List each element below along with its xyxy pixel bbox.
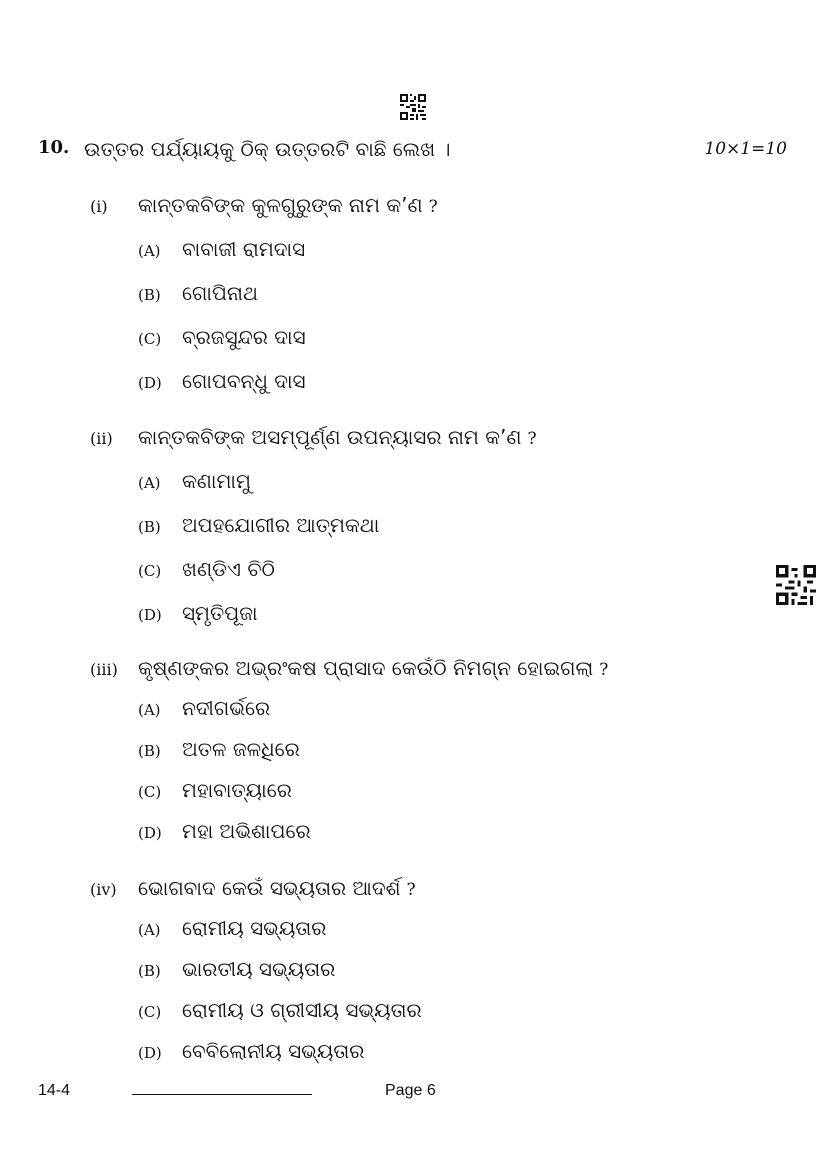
option-d: (D) ମହା ଅଭିଶାପରେ xyxy=(138,819,311,843)
subquestion-label: (i) xyxy=(90,197,108,216)
question-header xyxy=(38,137,787,165)
option-b: (B) ଭାରତୀୟ ସଭ୍ୟତାର xyxy=(138,957,336,981)
option-a: (A) କଣାମାମୁ xyxy=(138,469,251,493)
option-c: (C) ଖଣ୍ଡିଏ ଚିଠି xyxy=(138,557,275,581)
option-d: (D) ସ୍ମୃତିପୂଜା xyxy=(138,601,258,625)
subquestion-iv xyxy=(90,876,770,1069)
page-number: Page 6 xyxy=(385,1082,436,1099)
subquestion-i xyxy=(90,193,770,399)
option-b: (B) ଅତଳ ଜଳଧିରେ xyxy=(138,737,300,761)
subquestion-label: (iv) xyxy=(90,880,117,899)
question-number: 10. xyxy=(38,137,70,158)
subquestion-stem: ଭୋଗବାଦ କେଉଁ ସଭ୍ୟତାର ଆଦର୍ଶ ? xyxy=(138,876,416,900)
option-d: (D) ଗୋପବନ୍ଧୁ ଦାସ xyxy=(138,369,306,393)
qr-code-icon-side xyxy=(776,565,816,605)
subquestion-ii xyxy=(90,425,770,631)
option-a: (A) ରୋମୀୟ ସଭ୍ୟତାର xyxy=(138,916,327,940)
option-c: (C) ବ୍ରଜସୁନ୍ଦର ଦାସ xyxy=(138,325,306,349)
qr-code-icon-top xyxy=(400,94,426,120)
footer-code: 14-4 xyxy=(38,1082,71,1099)
question-marks: 10×1=10 xyxy=(704,139,787,159)
option-c: (C) ମହାବାତ୍ୟାରେ xyxy=(138,778,292,802)
subquestion-stem: କୃଷ୍ଣଙ୍କର ଅଭ୍ରଂକଷ ପ୍ରାସାଦ କେଉଁଠି ନିମଗ୍ନ ହୋଇଗଲା ? xyxy=(138,656,609,680)
subquestion-stem: କାନ୍ତକବିଙ୍କ କୁଳଗୁରୁଙ୍କ ନାମ କ’ଣ ? xyxy=(138,193,438,217)
option-b: (B) ଅପହଯୋଗୀର ଆତ୍ମକଥା xyxy=(138,513,380,537)
option-a: (A) ବାବାଜୀ ରାମଦାସ xyxy=(138,237,306,261)
option-b: (B) ଗୋପିନାଥ xyxy=(138,281,258,305)
subquestion-label: (iii) xyxy=(90,660,118,679)
footer-divider xyxy=(132,1094,312,1095)
subquestion-label: (ii) xyxy=(90,429,113,448)
option-c: (C) ରୋମୀୟ ଓ ଗ୍ରୀସୀୟ ସଭ୍ୟତାର xyxy=(138,998,422,1022)
option-d: (D) ବେବିଲୋନୀୟ ସଭ୍ୟତାର xyxy=(138,1039,365,1063)
question-instruction: ଉତ୍ତର ପର୍ଯ୍ୟାୟକୁ ଠିକ୍ ଉତ୍ତରଟି ବାଛି ଲେଖ । xyxy=(84,137,451,161)
option-a: (A) ନଦୀଗର୍ଭରେ xyxy=(138,696,271,720)
subquestion-stem: କାନ୍ତକବିଙ୍କ ଅସମ୍ପୂର୍ଣ୍ଣ ଉପନ୍ୟାସର ନାମ କ’ଣ ? xyxy=(138,425,537,449)
subquestion-iii xyxy=(90,656,770,849)
